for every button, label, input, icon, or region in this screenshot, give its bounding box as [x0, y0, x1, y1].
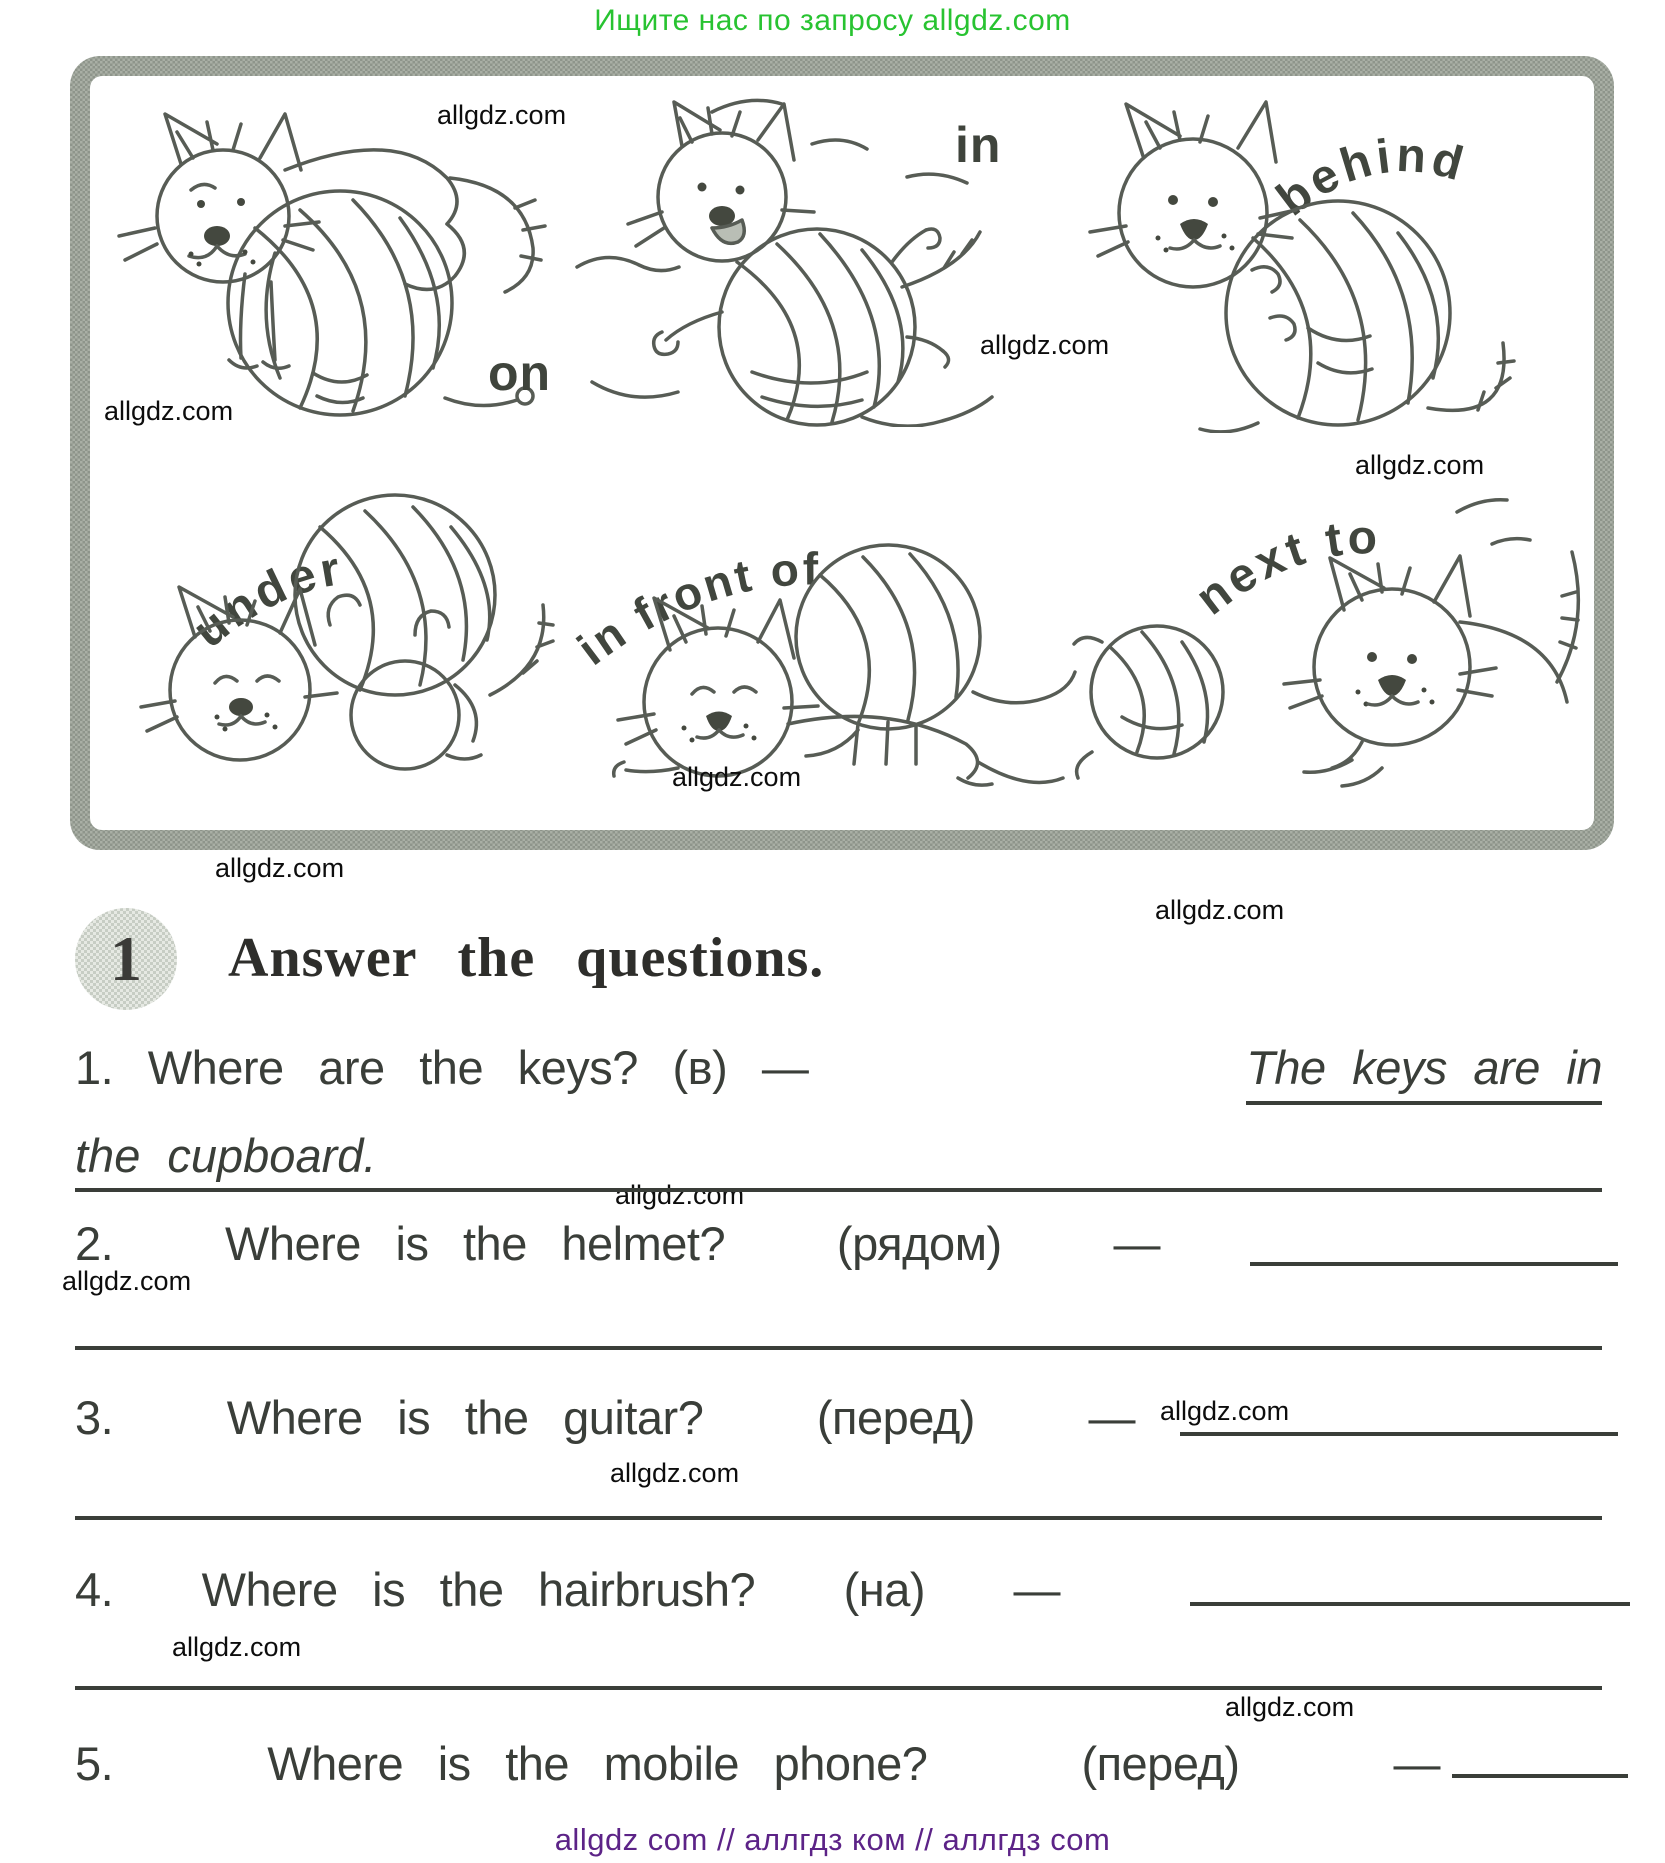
exercise-title: Answer the questions.: [228, 927, 825, 989]
answer-line: [1250, 1262, 1618, 1266]
svg-text:under: [183, 542, 347, 658]
answer-line: [1190, 1602, 1630, 1606]
label-in: in: [955, 117, 1002, 173]
question-4-dash: —: [1013, 1563, 1060, 1616]
label-next-to: next to: [1186, 511, 1382, 626]
answer-line: [75, 1188, 1602, 1192]
question-5-hint: (перед): [1081, 1737, 1240, 1790]
question-4-text: Where is the hairbrush?: [201, 1563, 756, 1616]
question-1: [75, 1040, 1602, 1105]
question-5-number: 5.: [75, 1737, 114, 1790]
cat-next-to-yarn-illustration: [1062, 452, 1582, 797]
question-5-text: Where is the mobile phone?: [267, 1737, 928, 1790]
question-3-hint: (перед): [816, 1391, 975, 1444]
top-banner-text: Ищите нас по запросу allgdz.com: [594, 4, 1071, 37]
cat-behind-yarn-illustration: [1008, 78, 1568, 433]
question-1-text: 1. Where are the keys? (в) —: [75, 1041, 809, 1094]
question-3: [75, 1390, 1135, 1445]
question-2-text: Where is the helmet?: [225, 1217, 726, 1270]
cat-in-yarn-illustration: [562, 82, 1012, 427]
answer-line: [1452, 1774, 1628, 1778]
watermark-text: allgdz.com: [172, 1632, 302, 1662]
svg-text:next to: [1186, 511, 1381, 625]
question-2-number: 2.: [75, 1217, 114, 1270]
label-under: under: [183, 541, 348, 659]
question-3-number: 3.: [75, 1391, 114, 1444]
answer-line: [1180, 1432, 1618, 1436]
question-4-number: 4.: [75, 1563, 114, 1616]
watermark-text: allgdz.com: [980, 330, 1110, 360]
question-2-dash: —: [1113, 1217, 1160, 1270]
exercise-number-badge: [75, 908, 177, 1010]
watermark-text: allgdz.com: [62, 1266, 192, 1296]
question-3-text: Where is the guitar?: [226, 1391, 704, 1444]
answer-line: [75, 1516, 1602, 1520]
question-1-answer: The keys are in: [1246, 1040, 1602, 1105]
cat-under-yarn-illustration: [95, 455, 565, 790]
bottom-banner-text: allgdz com // аллгдз ком // аллгдз com: [554, 1822, 1111, 1857]
question-4: [75, 1562, 1060, 1617]
question-4-hint: (на): [843, 1563, 926, 1616]
watermark-text: allgdz.com: [215, 853, 345, 883]
label-on: on: [488, 345, 552, 401]
svg-text:behind: [1267, 129, 1472, 226]
watermark-text: allgdz.com: [1355, 450, 1485, 480]
watermark-text: allgdz.com: [672, 762, 802, 792]
question-2: [75, 1216, 1160, 1271]
question-5: [75, 1736, 1440, 1791]
answer-line: [75, 1346, 1602, 1350]
watermark-text: allgdz.com: [437, 100, 567, 130]
watermark-text: allgdz.com: [610, 1458, 740, 1488]
cat-in-front-of-yarn-illustration: [558, 462, 1078, 797]
question-3-dash: —: [1088, 1391, 1135, 1444]
question-1-answer-continuation: the cupboard.: [75, 1129, 377, 1182]
question-2-hint: (рядом): [836, 1217, 1002, 1270]
watermark-text: allgdz.com: [1225, 1692, 1355, 1722]
watermark-text: allgdz.com: [104, 396, 234, 426]
watermark-text: allgdz.com: [1160, 1396, 1290, 1426]
exercise-number: 1: [110, 923, 142, 994]
question-5-dash: —: [1393, 1737, 1440, 1790]
label-in-front-of: in front of: [567, 542, 822, 675]
watermark-text: allgdz.com: [1155, 895, 1285, 925]
label-behind: behind: [1267, 128, 1473, 227]
answer-line: [75, 1686, 1602, 1690]
watermark-text: allgdz.com: [615, 1180, 745, 1210]
